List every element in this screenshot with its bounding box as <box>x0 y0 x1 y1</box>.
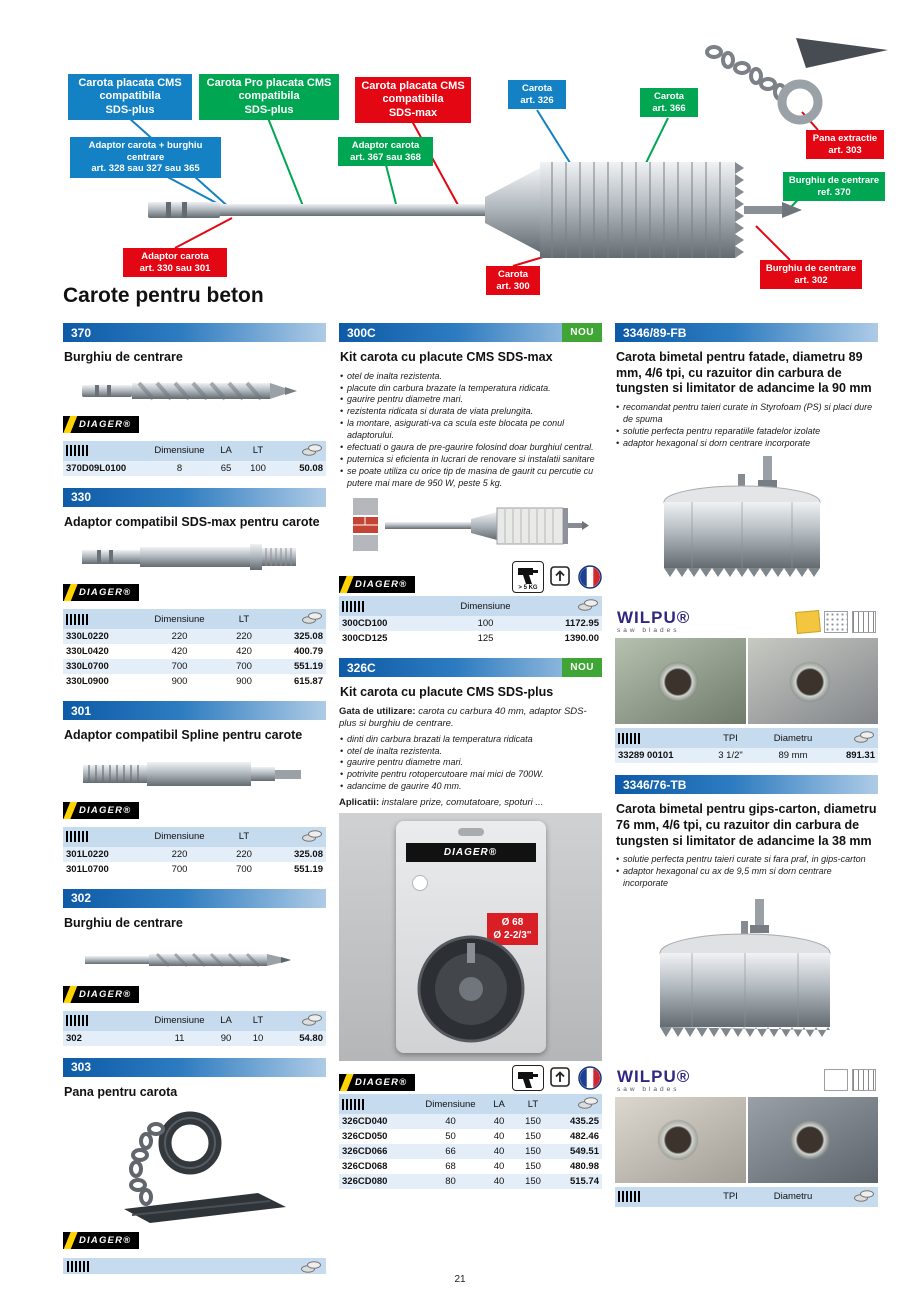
product-title: Adaptor compatibil SDS-max pentru carote <box>64 514 320 529</box>
product-title: Carota bimetal pentru gips-carton, diametru 76 mm, 4/6 tpi, cu razuitor din carbura de tungsten si limitator de adancime la 38 mm <box>616 802 877 848</box>
feature-bullet: • la montare, asigurati-va ca scula este blocata pe conul adaptorului. <box>339 418 602 442</box>
application-photo <box>615 638 746 724</box>
feature-list <box>339 734 602 793</box>
feature-bullet: • adaptor hexagonal si dorn centrare incorporate <box>615 438 878 450</box>
barcode-icon <box>342 601 364 612</box>
product-table: Dimensiune LA LT 326CD040 40 40 150 435.25 326CD050 50 40 150 482.46 326CD066 66 40 150 549.51 326CD068 68 40 150 480.98 326CD080 80 40 150 515.74 <box>339 1094 602 1189</box>
callout-carota-pro-cms-sds-plus: Carota Pro placata CMS compatibila SDS-plus <box>199 74 339 120</box>
price-icon <box>301 443 323 456</box>
product-card-303 <box>63 1058 326 1275</box>
product-card-300C <box>339 323 602 646</box>
feature-bullet: • gaurire pentru diametre mari. <box>339 394 602 406</box>
product-table: Dimensiune LT 301L0220 220 220 325.08 301L0700 700 700 551.19 <box>63 827 326 877</box>
barcode-icon <box>66 1015 88 1026</box>
callout-adaptor-330-301: Adaptor carota art. 330 sau 301 <box>123 248 227 277</box>
barcode-icon <box>67 1261 89 1272</box>
price-icon <box>577 1096 599 1109</box>
callout-carota-326: Carota art. 326 <box>508 80 566 109</box>
arrow-box-icon <box>549 565 573 589</box>
pack-brand-strip: DIAGER® <box>406 843 536 862</box>
barcode-icon <box>342 1099 364 1110</box>
table-row: 370D09L0100 8 65 100 50.08 <box>63 461 326 476</box>
product-card-301 <box>63 701 326 877</box>
product-code: 326C <box>347 660 376 675</box>
table-row: 330L0220 220 220 325.08 <box>63 629 326 644</box>
page-number: 21 <box>454 1274 466 1285</box>
diager-logo: DIAGER® <box>339 1074 415 1091</box>
product-card-326C <box>339 658 602 1189</box>
depth-gauge-icon <box>852 1069 876 1091</box>
table-row: 330L0420 420 420 400.79 <box>63 644 326 659</box>
product-title: Pana pentru carota <box>64 1084 178 1099</box>
product-image-kit-sds-max <box>351 494 591 556</box>
table-row: 326CD050 50 40 150 482.46 <box>339 1129 602 1144</box>
feature-bullet: • placute din carbura brazate la temperatura ridicata. <box>339 383 602 395</box>
blister-pack <box>396 821 546 1053</box>
feature-bullet: • recomandat pentru taieri curate in Styrofoam (PS) si placi dure de spuma <box>615 402 878 426</box>
card-header <box>63 889 326 908</box>
application-photos <box>615 638 878 724</box>
price-icon <box>301 1013 323 1026</box>
france-flag-icon <box>578 565 602 589</box>
diager-logo: DIAGER® <box>339 576 415 593</box>
card-header <box>615 775 878 794</box>
diager-yellow-slash <box>63 1232 78 1249</box>
product-code: 303 <box>71 1060 92 1074</box>
callout-carota-cms-sds-plus: Carota placata CMS compatibila SDS-plus <box>68 74 192 120</box>
product-image-sds-max-adaptor <box>79 535 311 579</box>
barcode-icon <box>66 614 88 625</box>
product-image-spline-adaptor <box>79 749 311 797</box>
table-row: 300CD100 100 1172.95 <box>339 616 602 631</box>
card-header <box>63 1058 326 1077</box>
power-drill-icon <box>516 563 540 585</box>
product-card-302 <box>63 889 326 1046</box>
nou-badge: NOU <box>562 658 602 677</box>
product-title: Carota bimetal pentru fatade, diametru 89 mm, 4/6 tpi, cu razuitor din carbura de tungsten si limitator de adancime la 90 mm <box>616 350 872 396</box>
product-title: Burghiu de centrare <box>64 350 183 364</box>
price-icon <box>577 598 599 611</box>
feature-list <box>615 854 878 890</box>
diager-yellow-slash <box>63 416 78 433</box>
table-row: 301L0220 220 220 325.08 <box>63 847 326 862</box>
application-photo <box>748 1097 879 1183</box>
power-drill-icon <box>516 1067 540 1089</box>
diager-logo: DIAGER® <box>63 986 139 1003</box>
pack-hanger-hole <box>458 828 484 836</box>
product-image-extraction-wedge <box>90 1105 300 1227</box>
barcode-icon <box>618 1191 640 1202</box>
callout-carota-300: Carota art. 300 <box>486 266 540 295</box>
table-row: 300CD125 125 1390.00 <box>339 631 602 646</box>
arrow-box-icon <box>549 1066 573 1090</box>
foam-panel-icon <box>795 610 821 634</box>
diager-yellow-slash <box>63 802 78 819</box>
product-title: Kit carota cu placute CMS SDS-plus <box>340 685 554 700</box>
diager-logo: DIAGER® <box>63 1232 139 1249</box>
callout-burghiu-centrare-302: Burghiu de centrare art. 302 <box>760 260 862 289</box>
feature-bullet: • solutie perfecta pentru taieri curate si fara praf, in gips-carton <box>615 854 878 866</box>
applications-note: Aplicatii: instalare prize, comutatoare, spoturi ... <box>339 797 544 809</box>
card-header <box>63 701 326 720</box>
diager-logo: DIAGER® <box>63 416 139 433</box>
barcode-icon <box>66 445 88 456</box>
product-title: Adaptor compatibil Spline pentru carote <box>64 728 303 743</box>
diager-yellow-slash <box>63 584 78 601</box>
drywall-panel-icon <box>824 1069 848 1091</box>
callout-pana-extractie-303: Pana extractie art. 303 <box>806 130 884 159</box>
feature-bullet: • solutie perfecta pentru reparatiile fatadelor izolate <box>615 426 878 438</box>
product-card-3346-76-TB <box>615 775 878 1207</box>
product-table: TPI Diametru <box>615 1187 878 1207</box>
callout-burghiu-centrare-370: Burghiu de centrare ref. 370 <box>783 172 885 201</box>
diager-yellow-slash <box>63 986 78 1003</box>
feature-bullet: • adaptor hexagonal cu ax de 9,5 mm si dorn centrare incorporate <box>615 866 878 890</box>
product-code: 370 <box>71 325 92 340</box>
diameter-label: Ø 68 Ø 2-2/3" <box>487 913 537 945</box>
pack-info-dot <box>412 875 428 891</box>
column-middle <box>339 323 602 1189</box>
header-diagram <box>0 0 920 318</box>
diager-yellow-slash <box>339 1074 354 1091</box>
callout-adaptor-328-327-365: Adaptor carota + burghiu centrare art. 328 sau 327 sau 365 <box>70 137 221 178</box>
feature-bullet: • se poate utiliza cu orice tip de masina de gaurit cu percutie cu putere mai mare de 950 W, peste 5 kg. <box>339 466 602 490</box>
feature-bullet: • otel de inalta rezistenta. <box>339 371 602 383</box>
column-left <box>63 323 326 1274</box>
barcode-icon <box>618 733 640 744</box>
feature-bullet: • adancime de gaurire 40 mm. <box>339 781 602 793</box>
table-row: 326CD068 68 40 150 480.98 <box>339 1159 602 1174</box>
product-columns <box>63 323 878 1274</box>
diager-yellow-slash <box>339 576 354 593</box>
product-code: 301 <box>71 703 92 718</box>
product-image-center-drill-302 <box>79 937 311 981</box>
feature-list <box>339 371 602 490</box>
feature-bullet: • gaurire pentru diametre mari. <box>339 757 602 769</box>
callout-adaptor-367-368: Adaptor carota art. 367 sau 368 <box>338 137 433 166</box>
nou-badge: NOU <box>562 323 602 342</box>
card-header <box>339 323 602 342</box>
product-card-330 <box>63 488 326 690</box>
wilpu-logo: WILPU® saw blades <box>617 608 691 635</box>
product-code: 300C <box>347 325 376 340</box>
feature-bullet: • potrivite pentru rotopercutoare mai mici de 700W. <box>339 769 602 781</box>
product-image-hole-saw-76 <box>637 895 857 1063</box>
product-table: TPI Diametru 33289 00101 3 1/2" 89 mm 891.31 <box>615 728 878 763</box>
core-bit-front-view <box>411 935 531 1043</box>
feature-bullet: • puternica si eficienta in lucrari de renovare si instalatii sanitare <box>339 454 602 466</box>
product-image-hole-saw-89 <box>637 454 857 604</box>
card-header <box>615 323 878 342</box>
product-title: Burghiu de centrare <box>64 915 183 930</box>
heavy-drill-badge <box>512 561 544 593</box>
product-image-center-drill <box>79 371 311 411</box>
weight-label: > 5 KG <box>518 585 538 592</box>
product-code: 330 <box>71 490 92 505</box>
table-row: 326CD066 66 40 150 549.51 <box>339 1144 602 1159</box>
wilpu-logo: WILPU® saw blades <box>617 1066 691 1093</box>
feature-bullet: • efectuati o gaura de pre-gaurire folosind doar burghiul central. <box>339 442 602 454</box>
styrofoam-panel-icon <box>824 611 848 633</box>
application-photo <box>748 638 879 724</box>
table-row: 330L0700 700 700 551.19 <box>63 659 326 674</box>
card-header <box>63 488 326 507</box>
feature-bullet: • rezistenta ridicata si durata de viata prelungita. <box>339 406 602 418</box>
price-icon <box>300 1260 322 1273</box>
callout-carota-366: Carota art. 366 <box>640 88 698 117</box>
table-row: 302 11 90 10 54.80 <box>63 1031 326 1046</box>
application-photo <box>615 1097 746 1183</box>
product-code: 302 <box>71 891 92 906</box>
product-table: Dimensiune 300CD100 100 1172.95 300CD125 125 1390.00 <box>339 596 602 646</box>
product-code: 3346/89-FB <box>623 325 687 340</box>
price-icon <box>853 1189 875 1202</box>
card-header <box>63 323 326 342</box>
page-title: Carote pentru beton <box>63 284 264 307</box>
column-right <box>615 323 878 1207</box>
product-card-3346-89-FB <box>615 323 878 763</box>
feature-bullet: • otel de inalta rezistenta. <box>339 746 602 758</box>
callout-carota-cms-sds-max: Carota placata CMS compatibila SDS-max <box>355 77 471 123</box>
product-title: Kit carota cu placute CMS SDS-max <box>340 350 553 364</box>
product-table: Dimensiune LT 330L0220 220 220 325.08 330L0420 420 420 400.79 330L0700 700 700 551.19 330L0900 900 900 615.87 <box>63 609 326 689</box>
card-header <box>339 658 602 677</box>
feature-list <box>615 402 878 450</box>
barcode-icon <box>66 831 88 842</box>
table-row: 33289 00101 3 1/2" 89 mm 891.31 <box>615 748 878 763</box>
feature-bullet: • dinti din carbura brazati la temperatura ridicata <box>339 734 602 746</box>
diager-logo: DIAGER® <box>63 802 139 819</box>
price-icon <box>301 611 323 624</box>
application-photos <box>615 1097 878 1183</box>
depth-gauge-icon <box>852 611 876 633</box>
price-icon <box>853 730 875 743</box>
product-table: Dimensiune LA LT 370D09L0100 8 65 100 50.08 <box>63 441 326 476</box>
france-flag-icon <box>578 1066 602 1090</box>
diager-logo: DIAGER® <box>63 584 139 601</box>
code-price-strip <box>63 1258 326 1274</box>
drill-badge <box>512 1065 544 1091</box>
usage-intro: Gata de utilizare: carota cu carbura 40 mm, adaptor SDS-plus si burghiu de centrare. <box>339 706 587 730</box>
table-row: 301L0700 700 700 551.19 <box>63 862 326 877</box>
product-table: Dimensiune LA LT 302 11 90 10 54.80 <box>63 1011 326 1046</box>
price-icon <box>301 829 323 842</box>
product-card-370 <box>63 323 326 476</box>
product-photo-blister-pack <box>339 813 602 1061</box>
table-row: 326CD080 80 40 150 515.74 <box>339 1174 602 1189</box>
table-row: 326CD040 40 40 150 435.25 <box>339 1114 602 1129</box>
table-row: 330L0900 900 900 615.87 <box>63 674 326 689</box>
product-code: 3346/76-TB <box>623 777 687 792</box>
